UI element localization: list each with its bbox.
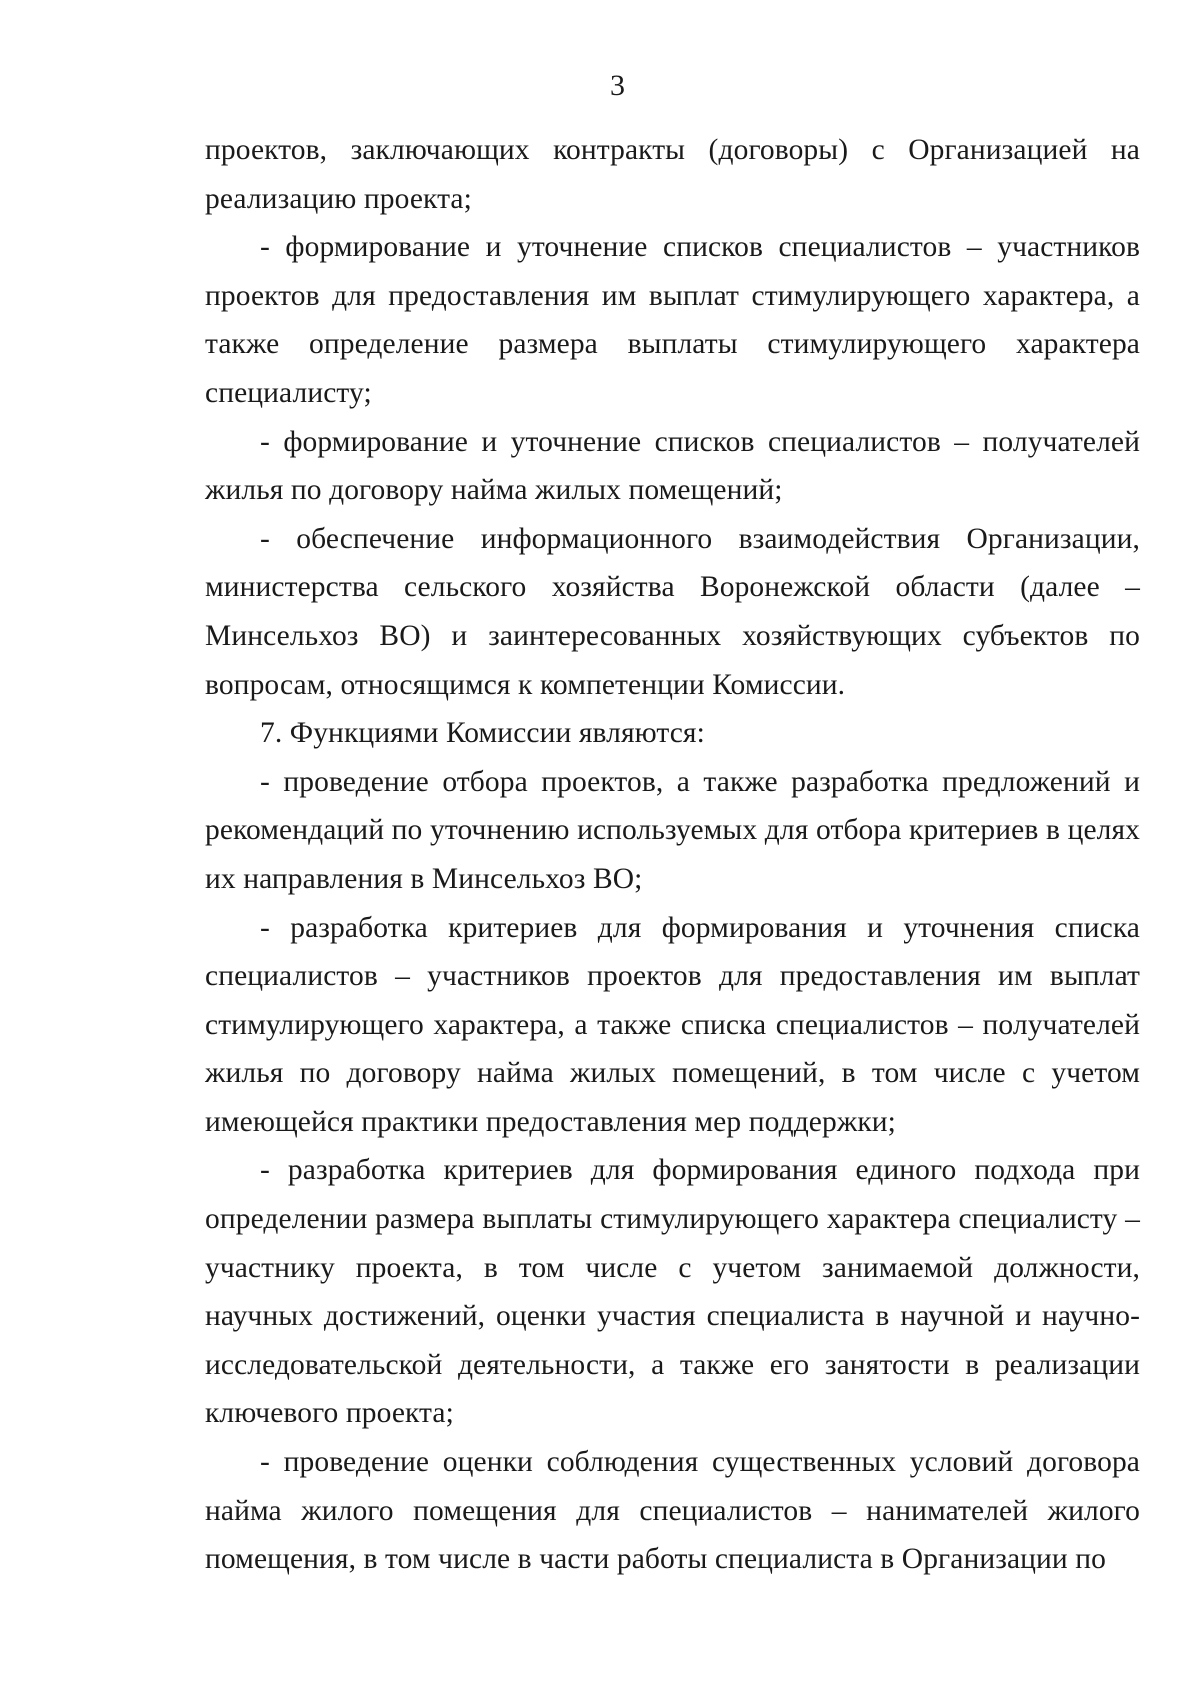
paragraph-participants-lists: - формирование и уточнение списков специалистов – участников проектов для предоставления им выплат стимулирующего характера, а также определение размера выплаты стимулирующего характера специалисту;: [205, 231, 1140, 409]
paragraph-housing-recipients-lists: - формирование и уточнение списков специалистов – получателей жилья по договору найма жилых помещений;: [205, 425, 1140, 507]
paragraph-contract-compliance: - проведение оценки соблюдения существенных условий договора найма жилого помещения для специалистов – нанимателей жилого помещения, в том числе в части работы специалиста в Организации по: [205, 1446, 1140, 1576]
paragraph-criteria-payment-size: - разработка критериев для формирования единого подхода при определении размера выплаты стимулирующего характера специалисту – участнику проекта, в том числе с учетом занимаемой должности, научных достижений, оценки участия специалиста в научной и научно-исследовательской деятельности, а также его занятости в реализации ключевого проекта;: [205, 1154, 1140, 1430]
document-body: [205, 126, 1140, 1584]
paragraph-criteria-lists: - разработка критериев для формирования и уточнения списка специалистов – участников проектов для предоставления им выплат стимулирующего характера, а также списка специалистов – получателей жилья по договору найма жилых помещений, в том числе с учетом имеющейся практики предоставления мер поддержки;: [205, 911, 1140, 1138]
page-number: 3: [610, 69, 625, 102]
paragraph-information-interaction: - обеспечение информационного взаимодействия Организации, министерства сельского хозяйства Воронежской области (далее – Минсельхоз ВО) и заинтересованных хозяйствующих субъектов по вопросам, относящимся к компетенции Комиссии.: [205, 522, 1140, 701]
paragraph-project-selection: - проведение отбора проектов, а также разработка предложений и рекомендаций по уточнению используемых для отбора критериев в целях их направления в Минсельхоз ВО;: [205, 765, 1140, 895]
paragraph-functions-heading: 7. Функциями Комиссии являются:: [260, 717, 705, 750]
paragraph-projects-continuation: проектов, заключающих контракты (договоры) с Организацией на реализацию проекта;: [205, 134, 1140, 215]
